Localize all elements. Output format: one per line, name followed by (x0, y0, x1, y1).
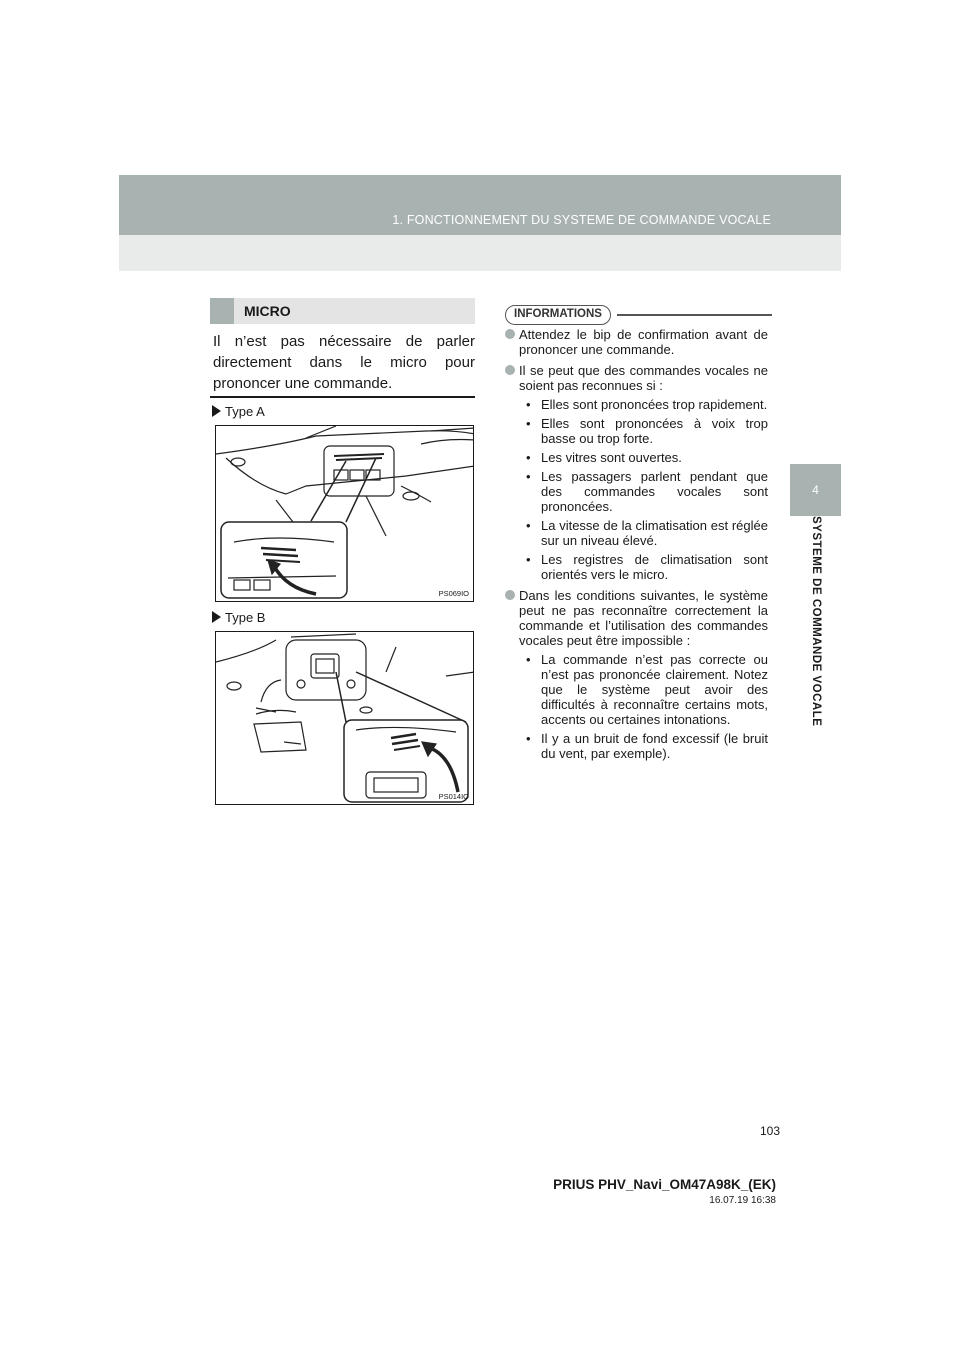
info-sub-list (519, 652, 768, 761)
type-b-label: Type B (225, 610, 266, 625)
document-id: PRIUS PHV_Navi_OM47A98K_(EK) (553, 1177, 776, 1192)
micro-description: Il n’est pas nécessaire de parler directement dans le micro pour prononcer une commande. (213, 333, 475, 392)
arrow-right-icon (212, 405, 221, 417)
figure-a-code: PS069IO (438, 589, 469, 598)
section-marker-icon (210, 298, 234, 324)
dot-icon: • (526, 469, 531, 484)
micro-title-bar (210, 298, 475, 324)
micro-section (210, 298, 475, 398)
informations-list (505, 327, 768, 767)
figure-b-code: PS014IO (438, 792, 469, 801)
micro-title: MICRO (244, 303, 291, 319)
info-sub-item: • La commande n’est pas correcte ou n’est pas prononcée clairement. Notez que le système peut avoir des difficultés à reconnaître certains mots, accents ou certaines intonations. (526, 652, 768, 727)
info-sub-list (519, 397, 768, 582)
dot-icon: • (526, 450, 531, 465)
info-item-text: Dans les conditions suivantes, le système peut ne pas reconnaître correctement la commande et l’utilisation des commandes vocales peut être impossible : (519, 588, 768, 648)
info-item (505, 327, 768, 357)
document-date: 16.07.19 16:38 (709, 1195, 776, 1206)
dot-icon: • (526, 552, 531, 567)
info-item (505, 588, 768, 761)
overhead-console-illustration-b (216, 632, 474, 805)
informations-badge: INFORMATIONS (505, 305, 611, 325)
info-item-text: Attendez le bip de confirmation avant de prononcer une commande. (519, 327, 768, 357)
chapter-side-label: SYSTEME DE COMMANDE VOCALE (810, 516, 822, 727)
dot-icon: • (526, 416, 531, 431)
figure-type-a (215, 425, 474, 602)
type-a-heading (212, 404, 265, 419)
informations-rule (617, 314, 772, 316)
chapter-number-tab: 4 (790, 464, 841, 516)
info-sub-item: • Les registres de climatisation sont orientés vers le micro. (526, 552, 768, 582)
chapter-side-tab (790, 516, 841, 836)
dot-icon: • (526, 397, 531, 412)
info-item (505, 363, 768, 582)
page-header (119, 175, 841, 271)
figure-type-b (215, 631, 474, 805)
dot-icon: • (526, 731, 531, 746)
info-sub-item: • La vitesse de la climatisation est réglée sur un niveau élevé. (526, 518, 768, 548)
arrow-right-icon (212, 611, 221, 623)
info-sub-item: • Les vitres sont ouvertes. (526, 450, 682, 465)
type-b-heading (212, 610, 265, 625)
page-number: 103 (760, 1124, 781, 1138)
dot-icon: • (526, 652, 531, 667)
info-sub-item: • Il y a un bruit de fond excessif (le bruit du vent, par exemple). (526, 731, 768, 761)
dot-icon: • (526, 518, 531, 533)
info-sub-item: • Les passagers parlent pendant que des commandes vocales sont prononcées. (526, 469, 768, 514)
type-a-label: Type A (225, 404, 265, 419)
bullet-icon (505, 329, 515, 339)
bullet-icon (505, 590, 515, 600)
info-sub-item: • Elles sont prononcées à voix trop basse ou trop forte. (526, 416, 768, 446)
header-title: 1. FONCTIONNEMENT DU SYSTEME DE COMMANDE VOCALE (392, 213, 771, 227)
info-sub-item: • Elles sont prononcées trop rapidement. (526, 397, 768, 412)
bullet-icon (505, 365, 515, 375)
info-item-text: Il se peut que des commandes vocales ne soient pas reconnues si : (519, 363, 768, 393)
overhead-console-illustration-a (216, 426, 474, 602)
